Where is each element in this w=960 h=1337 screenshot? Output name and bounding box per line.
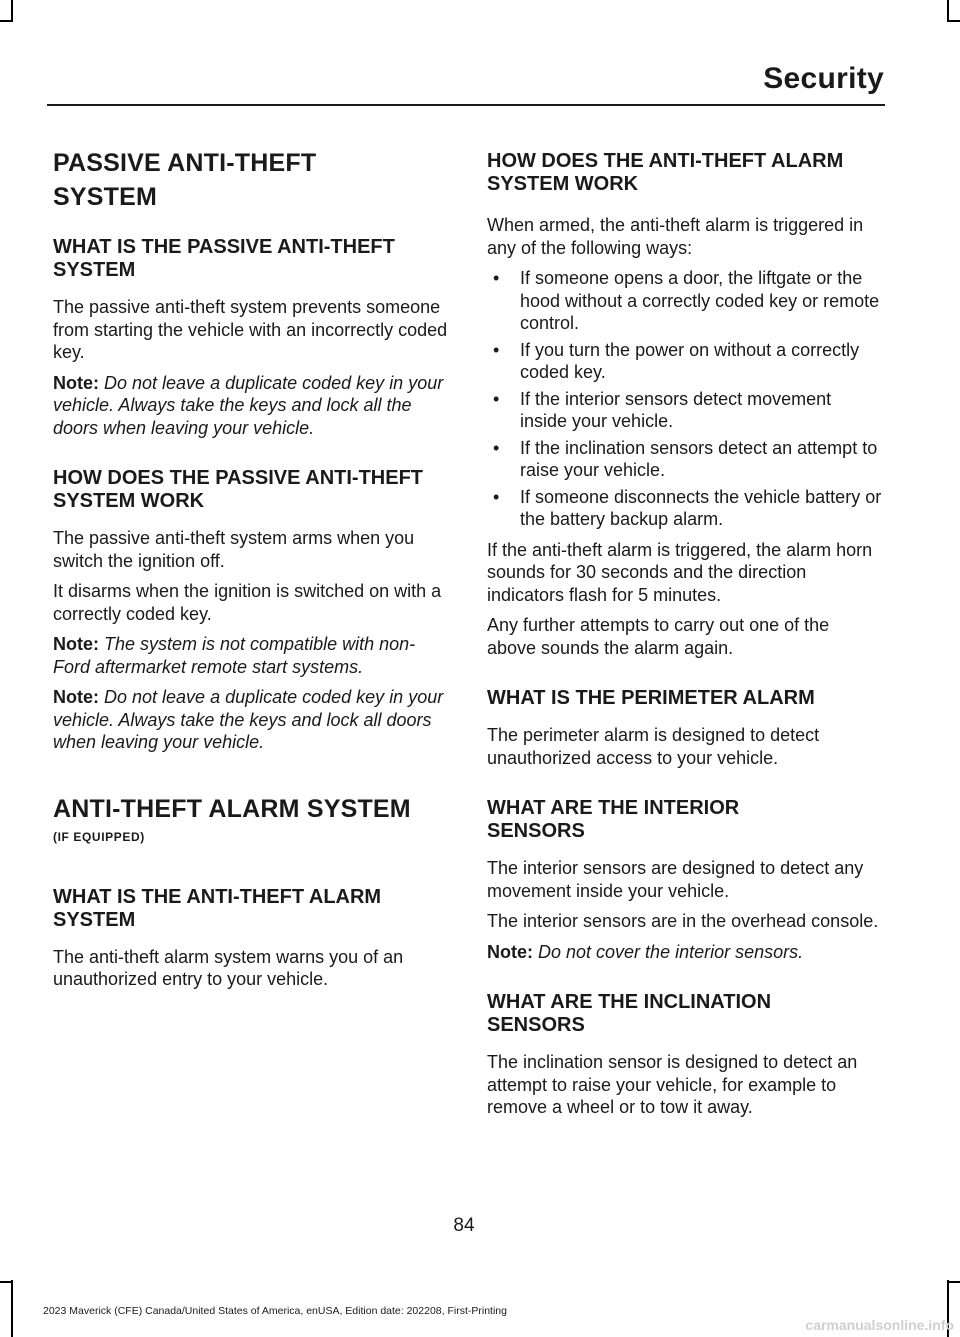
interior-sensors-text-1: The interior sensors are designed to detect any movement inside your vehicle. <box>487 858 864 901</box>
note-text: Do not leave a duplicate coded key in your vehicle. Always take the keys and lock all doors when leaving your vehicle. <box>53 687 444 752</box>
list-item: • If someone opens a door, the liftgate or the hood without a correctly coded key or remote control. <box>493 268 880 333</box>
crop-mark-top-left-h <box>0 20 12 22</box>
what-is-alarm-heading: WHAT IS THE ANTI-THEFT ALARM SYSTEM <box>53 885 382 931</box>
anti-theft-alarm-title: ANTI-THEFT ALARM SYSTEM <box>53 794 411 823</box>
crop-mark-top-right-h <box>947 20 960 22</box>
how-alarm-heading: HOW DOES THE ANTI-THEFT ALARM SYSTEM WORK <box>487 150 844 195</box>
how-passive-text-1: The passive anti-theft system arms when you switch the ignition off. <box>53 528 415 571</box>
alarm-triggered-text: If the anti-theft alarm is triggered, the alarm horn sounds for 30 seconds and the direction indicators flash for 5 minutes. <box>487 539 873 605</box>
note-duplicate-key <box>53 372 448 440</box>
left-column <box>53 146 448 999</box>
note-interior-sensors <box>487 941 882 964</box>
note-text: Do not leave a duplicate coded key in your vehicle. Always take the keys and lock all the doors when leaving your vehicle. <box>53 372 444 438</box>
inclination-sensors-heading: WHAT ARE THE INCLINATION SENSORS <box>487 991 772 1036</box>
how-passive-heading: HOW DOES THE PASSIVE ANTI-THEFT SYSTEM WORK <box>53 467 424 512</box>
further-attempts-text: Any further attempts to carry out one of the above sounds the alarm again. <box>487 615 830 658</box>
what-is-passive-text: The passive anti-theft system prevents someone from starting the vehicle with an incorrectly coded key. <box>53 297 448 362</box>
how-alarm-intro: When armed, the anti-theft alarm is triggered in any of the following ways: <box>487 215 864 258</box>
list-item: • If someone disconnects the vehicle battery or the battery backup alarm. <box>493 486 882 529</box>
perimeter-alarm-text: The perimeter alarm is designed to detect unauthorized access to your vehicle. <box>487 725 820 768</box>
note-label: Note: <box>487 941 538 962</box>
perimeter-alarm-heading: WHAT IS THE PERIMETER ALARM <box>487 687 815 709</box>
list-item: • If the interior sensors detect movement inside your vehicle. <box>493 388 832 431</box>
crop-mark-top-right <box>947 0 949 22</box>
note-text: The system is not compatible with non-Ford aftermarket remote start systems. <box>53 634 416 677</box>
inclination-sensors-text: The inclination sensor is designed to detect an attempt to raise your vehicle, for example to remove a wheel or to tow it away. <box>487 1052 858 1117</box>
interior-sensors-heading: WHAT ARE THE INTERIOR SENSORS <box>487 797 740 842</box>
note-label: Note: <box>53 372 104 393</box>
watermark: carmanualsonline.info <box>805 1317 954 1333</box>
interior-sensors-text-2: The interior sensors are in the overhead console. <box>487 911 879 931</box>
note-label: Note: <box>53 634 104 654</box>
edition-footer: 2023 Maverick (CFE) Canada/United States of America, enUSA, Edition date: 202208, First-Printing <box>43 1305 507 1317</box>
list-item: • If you turn the power on without a correctly coded key. <box>493 339 860 382</box>
header-rule <box>47 104 885 106</box>
section-title: Security <box>763 62 884 95</box>
passive-anti-theft-title: PASSIVE ANTI-THEFT SYSTEM <box>53 149 317 211</box>
if-equipped-label: (IF EQUIPPED) <box>53 829 145 844</box>
page-number: 84 <box>453 1215 475 1236</box>
note-text: Do not cover the interior sensors. <box>538 941 804 962</box>
list-item: • If the inclination sensors detect an attempt to raise your vehicle. <box>493 437 878 480</box>
note-duplicate-key-2 <box>53 686 448 754</box>
crop-mark-bottom-left <box>11 1280 13 1337</box>
what-is-passive-heading: WHAT IS THE PASSIVE ANTI-THEFT SYSTEM <box>53 236 395 281</box>
trigger-list <box>487 267 882 531</box>
crop-mark-bottom-left-h <box>0 1281 12 1283</box>
crop-mark-top-left <box>11 0 13 22</box>
what-is-alarm-text: The anti-theft alarm system warns you of an unauthorized entry to your vehicle. <box>53 946 404 989</box>
note-label: Note: <box>53 687 104 707</box>
note-aftermarket <box>53 633 448 678</box>
right-column <box>487 146 882 1127</box>
crop-mark-bottom-right-h <box>947 1281 960 1283</box>
how-passive-text-2: It disarms when the ignition is switched on with a correctly coded key. <box>53 581 442 624</box>
